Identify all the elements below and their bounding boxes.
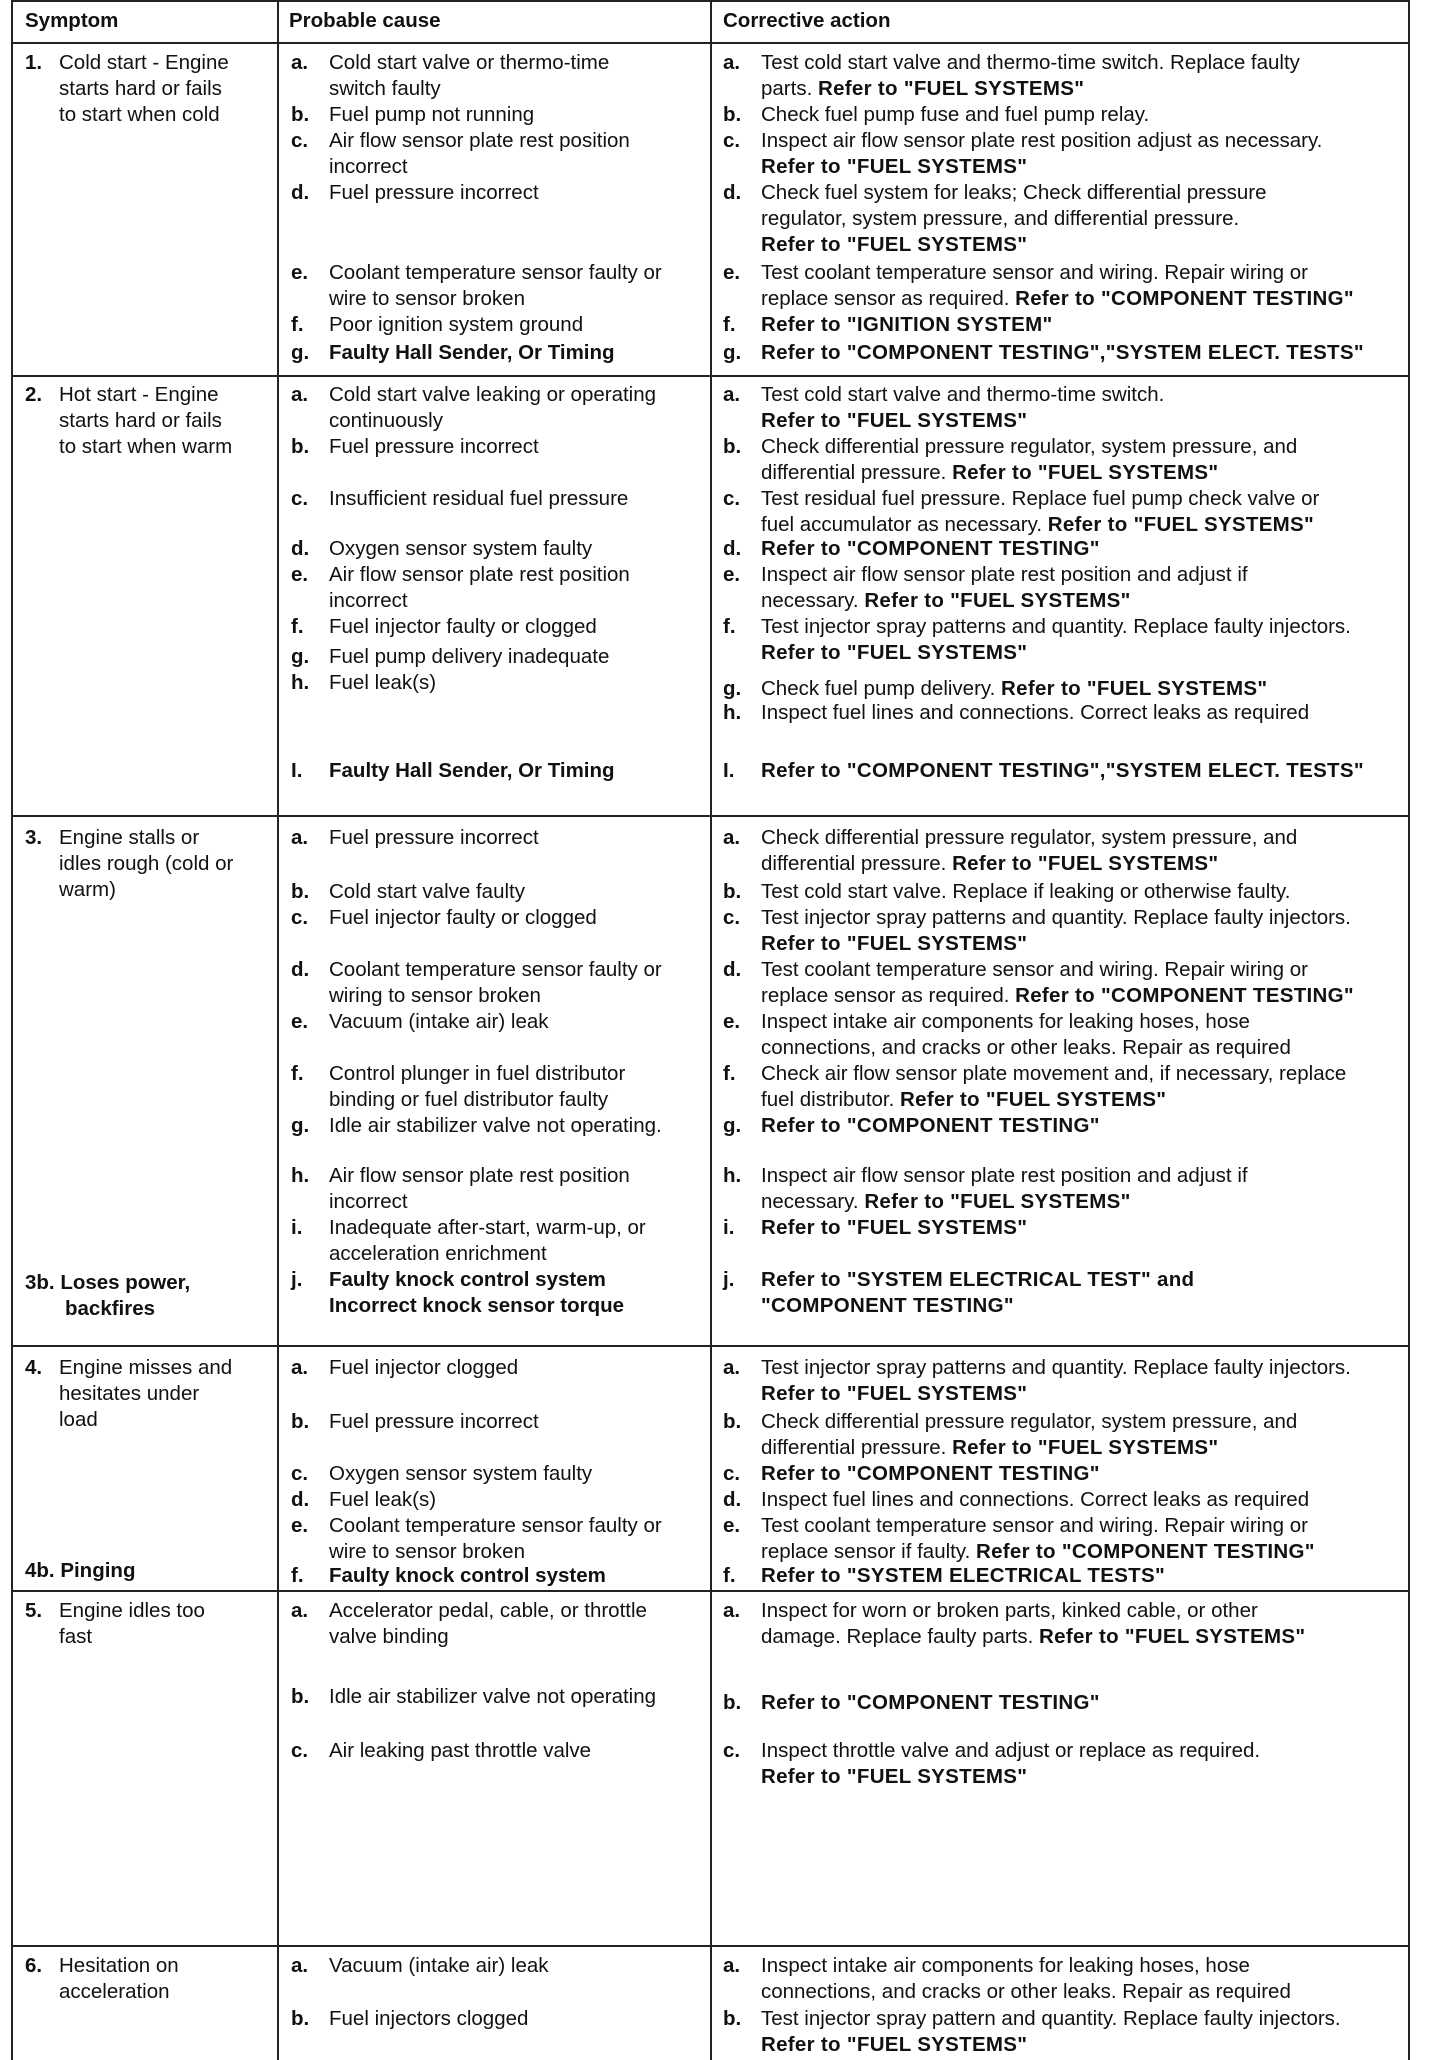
cause-letter: g. (291, 645, 310, 668)
cause-text: binding or fuel distributor faulty (329, 1088, 609, 1111)
action-text: regulator, system pressure, and differential pressure. (761, 207, 1240, 230)
cause-letter: d. (291, 181, 310, 204)
action-letter: j. (723, 1268, 735, 1291)
symptom-text: Hesitation on (59, 1954, 179, 1977)
action-text: Refer to "FUEL SYSTEMS" (761, 641, 1028, 664)
cause-text: wire to sensor broken (329, 287, 525, 310)
cause-text: Air flow sensor plate rest position (329, 1164, 630, 1187)
symptom-number: 3. (25, 826, 43, 849)
cause-text: Air flow sensor plate rest position (329, 563, 630, 586)
row-divider (13, 42, 1408, 44)
cause-letter: j. (291, 1268, 303, 1291)
header-probable-cause: Probable cause (289, 9, 441, 32)
action-letter: e. (723, 1010, 741, 1033)
action-text: Refer to "FUEL SYSTEMS" (761, 932, 1028, 955)
symptom-text: starts hard or fails (59, 77, 222, 100)
symptom-text: warm) (59, 878, 116, 901)
cause-text: Poor ignition system ground (329, 313, 584, 336)
symptom-text: to start when cold (59, 103, 220, 126)
action-text: fuel distributor. Refer to "FUEL SYSTEMS" (761, 1088, 1167, 1111)
cause-text: wire to sensor broken (329, 1540, 525, 1563)
cause-text: Faulty knock control system (329, 1268, 606, 1291)
action-text: Check differential pressure regulator, system pressure, and (761, 435, 1298, 458)
action-text: necessary. Refer to "FUEL SYSTEMS" (761, 1190, 1131, 1213)
action-letter: f. (723, 1564, 736, 1587)
action-text: Refer to "FUEL SYSTEMS" (761, 1382, 1028, 1405)
cause-letter: c. (291, 1462, 309, 1485)
cause-text: Fuel leak(s) (329, 1488, 437, 1511)
action-text: Refer to "SYSTEM ELECTRICAL TEST" and (761, 1268, 1195, 1291)
symptom-text: Engine stalls or (59, 826, 200, 849)
action-text: Test injector spray patterns and quantity. Replace faulty injectors. (761, 615, 1351, 638)
header-symptom: Symptom (25, 9, 119, 32)
cause-text: incorrect (329, 589, 408, 612)
action-letter: e. (723, 1514, 741, 1537)
action-letter: b. (723, 435, 742, 458)
action-letter: c. (723, 906, 741, 929)
action-text: Test cold start valve and thermo-time switch. Replace faulty (761, 51, 1300, 74)
action-text: Inspect intake air components for leaking hoses, hose (761, 1010, 1250, 1033)
action-text: Refer to "FUEL SYSTEMS" (761, 233, 1028, 256)
action-text: parts. Refer to "FUEL SYSTEMS" (761, 77, 1085, 100)
cause-letter: b. (291, 1685, 310, 1708)
action-letter: c. (723, 487, 741, 510)
cause-text: Air leaking past throttle valve (329, 1739, 592, 1762)
action-letter: d. (723, 958, 742, 981)
cause-letter: a. (291, 51, 309, 74)
cause-text: Cold start valve or thermo-time (329, 51, 610, 74)
cause-letter: a. (291, 826, 309, 849)
action-text: damage. Replace faulty parts. Refer to "FUEL SYSTEMS" (761, 1625, 1306, 1648)
cause-letter: a. (291, 1356, 309, 1379)
action-text: Refer to "FUEL SYSTEMS" (761, 409, 1028, 432)
row-divider (13, 1945, 1408, 1947)
action-text: "COMPONENT TESTING" (761, 1294, 1014, 1317)
cause-letter: c. (291, 1739, 309, 1762)
column-divider (710, 0, 712, 2060)
symptom-text: acceleration (59, 1980, 170, 2003)
action-letter: a. (723, 1356, 741, 1379)
cause-letter: g. (291, 1114, 310, 1137)
cause-text: Incorrect knock sensor torque (329, 1294, 625, 1317)
cause-text: Faulty knock control system (329, 1564, 606, 1587)
action-text: Check fuel pump delivery. Refer to "FUEL SYSTEMS" (761, 677, 1268, 700)
action-text: Test residual fuel pressure. Replace fuel pump check valve or (761, 487, 1320, 510)
cause-text: Accelerator pedal, cable, or throttle (329, 1599, 647, 1622)
action-letter: b. (723, 1691, 742, 1714)
cause-text: Air flow sensor plate rest position (329, 129, 630, 152)
cause-text: Cold start valve leaking or operating (329, 383, 657, 406)
cause-letter: a. (291, 383, 309, 406)
row-divider (13, 0, 1408, 2)
cause-text: Fuel pump delivery inadequate (329, 645, 610, 668)
action-letter: g. (723, 1114, 742, 1137)
action-letter: b. (723, 880, 742, 903)
action-text: fuel accumulator as necessary. Refer to "FUEL SYSTEMS" (761, 513, 1315, 536)
troubleshooting-table (11, 0, 1410, 2060)
action-letter: b. (723, 103, 742, 126)
cause-letter: b. (291, 1410, 310, 1433)
symptom-text: Hot start - Engine (59, 383, 219, 406)
action-letter: d. (723, 1488, 742, 1511)
column-divider (277, 0, 279, 2060)
action-letter: f. (723, 1062, 736, 1085)
cause-text: continuously (329, 409, 443, 432)
symptom-number: 2. (25, 383, 43, 406)
action-text: differential pressure. Refer to "FUEL SYSTEMS" (761, 1436, 1219, 1459)
action-letter: g. (723, 341, 742, 364)
cause-text: Fuel injectors clogged (329, 2007, 529, 2030)
action-letter: h. (723, 701, 742, 724)
cause-letter: d. (291, 958, 310, 981)
cause-text: incorrect (329, 1190, 408, 1213)
action-letter: a. (723, 383, 741, 406)
cause-letter: g. (291, 341, 310, 364)
action-text: connections, and cracks or other leaks. Repair as required (761, 1036, 1291, 1059)
cause-text: Vacuum (intake air) leak (329, 1954, 549, 1977)
cause-letter: c. (291, 487, 309, 510)
row-divider (13, 1345, 1408, 1347)
cause-text: Fuel leak(s) (329, 671, 437, 694)
cause-letter: d. (291, 537, 310, 560)
action-text: Test injector spray pattern and quantity. Replace faulty injectors. (761, 2007, 1341, 2030)
cause-text: Coolant temperature sensor faulty or (329, 958, 662, 981)
cause-letter: f. (291, 1564, 304, 1587)
action-text: Refer to "COMPONENT TESTING","SYSTEM ELECT. TESTS" (761, 341, 1364, 364)
cause-letter: e. (291, 1010, 309, 1033)
action-letter: b. (723, 2007, 742, 2030)
action-letter: h. (723, 1164, 742, 1187)
symptom-number: 1. (25, 51, 43, 74)
action-text: connections, and cracks or other leaks. Repair as required (761, 1980, 1291, 2003)
cause-letter: b. (291, 2007, 310, 2030)
action-text: Test injector spray patterns and quantity. Replace faulty injectors. (761, 1356, 1351, 1379)
action-letter: i. (723, 1216, 735, 1239)
symptom-text: hesitates under (59, 1382, 200, 1405)
cause-letter: h. (291, 671, 310, 694)
symptom-text: Cold start - Engine (59, 51, 229, 74)
action-letter: d. (723, 181, 742, 204)
action-text: Refer to "SYSTEM ELECTRICAL TESTS" (761, 1564, 1165, 1587)
action-text: differential pressure. Refer to "FUEL SYSTEMS" (761, 852, 1219, 875)
action-letter: a. (723, 1599, 741, 1622)
cause-text: Control plunger in fuel distributor (329, 1062, 626, 1085)
action-text: Test coolant temperature sensor and wiring. Repair wiring or (761, 261, 1308, 284)
cause-text: acceleration enrichment (329, 1242, 547, 1265)
action-text: Refer to "IGNITION SYSTEM" (761, 313, 1053, 336)
action-text: Test cold start valve and thermo-time switch. (761, 383, 1165, 406)
cause-letter: e. (291, 261, 309, 284)
action-text: Inspect for worn or broken parts, kinked cable, or other (761, 1599, 1258, 1622)
action-text: Refer to "FUEL SYSTEMS" (761, 155, 1028, 178)
cause-text: Oxygen sensor system faulty (329, 537, 593, 560)
symptom-text: fast (59, 1625, 93, 1648)
symptom-text: Engine idles too (59, 1599, 205, 1622)
action-text: Inspect air flow sensor plate rest position and adjust if (761, 1164, 1248, 1187)
symptom-text: to start when warm (59, 435, 233, 458)
action-text: Refer to "COMPONENT TESTING" (761, 1114, 1100, 1137)
cause-letter: i. (291, 1216, 303, 1239)
action-text: Refer to "FUEL SYSTEMS" (761, 1216, 1028, 1239)
action-text: Refer to "FUEL SYSTEMS" (761, 1765, 1028, 1788)
symptom-text: Engine misses and (59, 1356, 233, 1379)
action-text: replace sensor as required. Refer to "COMPONENT TESTING" (761, 287, 1354, 310)
action-letter: a. (723, 1954, 741, 1977)
row-divider (13, 815, 1408, 817)
symptom-b-text: backfires (65, 1297, 156, 1320)
cause-text: incorrect (329, 155, 408, 178)
action-text: Inspect air flow sensor plate rest position and adjust if (761, 563, 1248, 586)
action-text: Inspect intake air components for leaking hoses, hose (761, 1954, 1250, 1977)
action-text: Inspect air flow sensor plate rest position adjust as necessary. (761, 129, 1323, 152)
action-text: Test coolant temperature sensor and wiring. Repair wiring or (761, 1514, 1308, 1537)
cause-text: switch faulty (329, 77, 441, 100)
action-letter: I. (723, 759, 735, 782)
cause-text: Fuel pressure incorrect (329, 435, 539, 458)
action-letter: c. (723, 1739, 741, 1762)
cause-text: Fuel injector faulty or clogged (329, 906, 597, 929)
action-text: Inspect fuel lines and connections. Correct leaks as required (761, 701, 1310, 724)
cause-letter: d. (291, 1488, 310, 1511)
symptom-number: 6. (25, 1954, 43, 1977)
cause-letter: c. (291, 906, 309, 929)
cause-letter: e. (291, 563, 309, 586)
symptom-text: idles rough (cold or (59, 852, 234, 875)
cause-text: Cold start valve faulty (329, 880, 525, 903)
row-divider (13, 1590, 1408, 1592)
action-text: Check air flow sensor plate movement and, if necessary, replace (761, 1062, 1347, 1085)
cause-text: Fuel injector clogged (329, 1356, 519, 1379)
action-text: Test cold start valve. Replace if leaking or otherwise faulty. (761, 880, 1291, 903)
action-letter: c. (723, 129, 741, 152)
row-divider (13, 375, 1408, 377)
cause-text: Fuel pressure incorrect (329, 826, 539, 849)
action-letter: e. (723, 261, 741, 284)
cause-letter: a. (291, 1599, 309, 1622)
cause-text: valve binding (329, 1625, 449, 1648)
cause-letter: f. (291, 1062, 304, 1085)
symptom-number: 5. (25, 1599, 43, 1622)
action-letter: d. (723, 537, 742, 560)
action-text: Inspect throttle valve and adjust or replace as required. (761, 1739, 1261, 1762)
cause-letter: h. (291, 1164, 310, 1187)
action-letter: a. (723, 826, 741, 849)
cause-text: Insufficient residual fuel pressure (329, 487, 629, 510)
action-text: Inspect fuel lines and connections. Correct leaks as required (761, 1488, 1310, 1511)
action-letter: e. (723, 563, 741, 586)
action-text: Check fuel system for leaks; Check differential pressure (761, 181, 1267, 204)
cause-letter: b. (291, 103, 310, 126)
action-text: Refer to "COMPONENT TESTING" (761, 1462, 1100, 1485)
action-text: replace sensor as required. Refer to "COMPONENT TESTING" (761, 984, 1354, 1007)
header-corrective-action: Corrective action (723, 9, 891, 32)
action-letter: f. (723, 615, 736, 638)
action-text: differential pressure. Refer to "FUEL SYSTEMS" (761, 461, 1219, 484)
symptom-number: 4. (25, 1356, 43, 1379)
cause-letter: b. (291, 435, 310, 458)
action-text: replace sensor if faulty. Refer to "COMPONENT TESTING" (761, 1540, 1315, 1563)
action-text: Refer to "FUEL SYSTEMS" (761, 2033, 1028, 2056)
action-letter: c. (723, 1462, 741, 1485)
cause-letter: I. (291, 759, 303, 782)
cause-text: Fuel pressure incorrect (329, 1410, 539, 1433)
action-letter: a. (723, 51, 741, 74)
symptom-text: starts hard or fails (59, 409, 222, 432)
cause-letter: b. (291, 880, 310, 903)
action-text: Check differential pressure regulator, system pressure, and (761, 1410, 1298, 1433)
symptom-b-text: 4b. Pinging (25, 1559, 136, 1582)
action-text: Check differential pressure regulator, system pressure, and (761, 826, 1298, 849)
cause-text: Idle air stabilizer valve not operating (329, 1685, 657, 1708)
action-letter: f. (723, 313, 736, 336)
cause-letter: f. (291, 313, 304, 336)
action-text: Check fuel pump fuse and fuel pump relay. (761, 103, 1150, 126)
cause-letter: c. (291, 129, 309, 152)
action-text: Refer to "COMPONENT TESTING","SYSTEM ELECT. TESTS" (761, 759, 1364, 782)
cause-text: Inadequate after-start, warm-up, or (329, 1216, 646, 1239)
cause-text: Faulty Hall Sender, Or Timing (329, 759, 615, 782)
action-text: necessary. Refer to "FUEL SYSTEMS" (761, 589, 1131, 612)
cause-letter: e. (291, 1514, 309, 1537)
cause-text: Coolant temperature sensor faulty or (329, 261, 662, 284)
cause-text: Oxygen sensor system faulty (329, 1462, 593, 1485)
action-text: Test injector spray patterns and quantity. Replace faulty injectors. (761, 906, 1351, 929)
action-letter: b. (723, 1410, 742, 1433)
cause-text: Coolant temperature sensor faulty or (329, 1514, 662, 1537)
cause-text: wiring to sensor broken (329, 984, 541, 1007)
cause-letter: f. (291, 615, 304, 638)
cause-text: Idle air stabilizer valve not operating. (329, 1114, 662, 1137)
cause-letter: a. (291, 1954, 309, 1977)
cause-text: Fuel pump not running (329, 103, 535, 126)
cause-text: Vacuum (intake air) leak (329, 1010, 549, 1033)
cause-text: Fuel injector faulty or clogged (329, 615, 597, 638)
cause-text: Fuel pressure incorrect (329, 181, 539, 204)
action-text: Refer to "COMPONENT TESTING" (761, 1691, 1100, 1714)
action-text: Refer to "COMPONENT TESTING" (761, 537, 1100, 560)
cause-text: Faulty Hall Sender, Or Timing (329, 341, 615, 364)
action-text: Test coolant temperature sensor and wiring. Repair wiring or (761, 958, 1308, 981)
symptom-b-text: 3b. Loses power, (25, 1271, 191, 1294)
action-letter: g. (723, 677, 742, 700)
symptom-text: load (59, 1408, 98, 1431)
